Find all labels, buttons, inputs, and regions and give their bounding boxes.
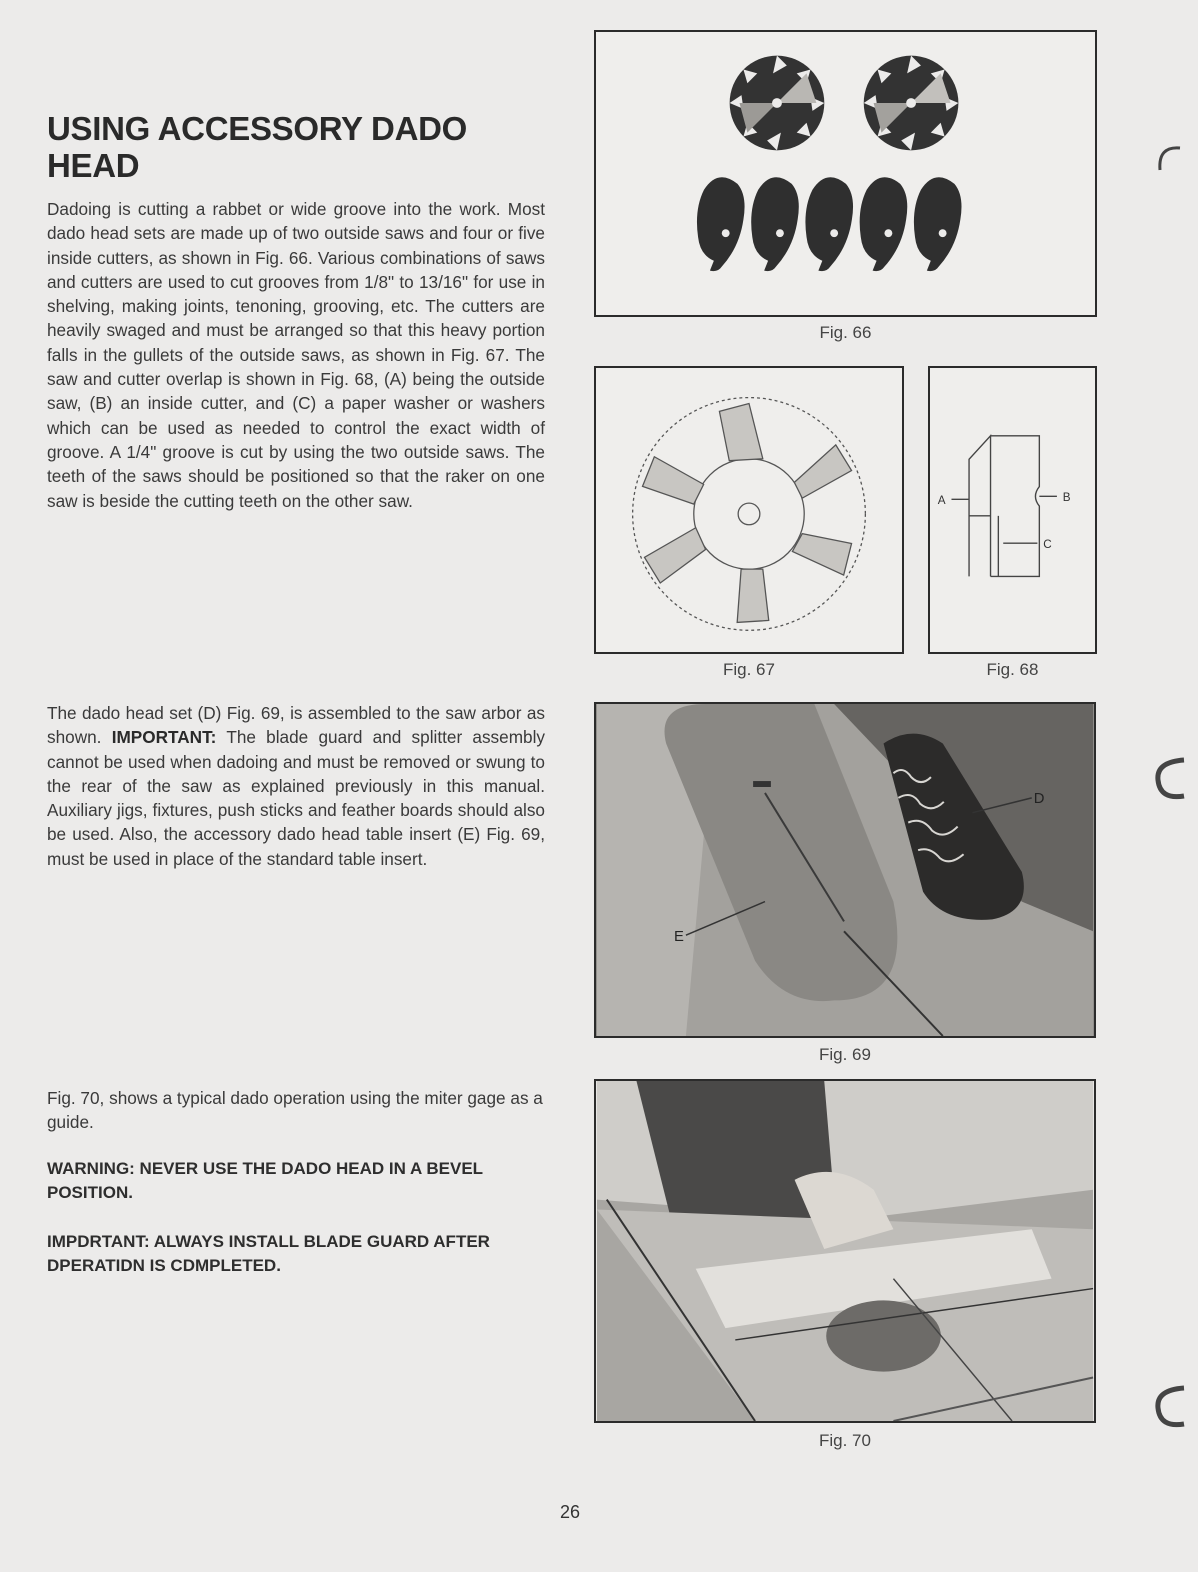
- figure-67-caption: Fig. 67: [723, 660, 775, 679]
- dado-set-illustration: [596, 32, 1095, 315]
- binder-hole-mark-middle: [1150, 748, 1190, 808]
- label-c: C: [1043, 538, 1052, 552]
- warning-text: WARNING: NEVER USE THE DADO HEAD IN A BEVEL POSITION.: [47, 1159, 483, 1202]
- dado-head-photo: [596, 704, 1094, 1036]
- page-title: USING ACCESSORY DADO HEAD: [47, 110, 468, 184]
- operation-paragraph: Fig. 70, shows a typical dado operation using the miter gage as a guide.: [47, 1088, 543, 1133]
- label-e: E: [674, 929, 684, 946]
- label-a: A: [937, 494, 946, 508]
- page-number: 26: [559, 1502, 581, 1522]
- assembly-paragraph: [47, 701, 545, 871]
- figure-68-caption: Fig. 68: [986, 660, 1039, 679]
- dado-operation-photo: [596, 1081, 1094, 1421]
- important-note: IMPDRTANT: ALWAYS INSTALL BLADE GUARD AFTER DPERATIDN IS CDMPLETED.: [47, 1232, 490, 1275]
- binder-hole-mark-bottom: [1150, 1376, 1190, 1436]
- figure-67: [594, 366, 904, 654]
- outside-saw-left: [730, 56, 825, 151]
- overlap-diagram: [930, 368, 1095, 652]
- binder-hole-mark-top: [1148, 140, 1188, 180]
- figure-70-caption: Fig. 70: [819, 1431, 871, 1450]
- figure-68: [928, 366, 1097, 654]
- intro-paragraph: Dadoing is cutting a rabbet or wide groove into the work. Most dado head sets are made up of two outside saws and four or five inside cutters, as shown in Fig. 66. Various combinations of saws and cutters are used to cut grooves from 1/8" to 13/16" for use in shelving, making joints, tenoning, grooving, etc. The cutters are heavily swaged and must be arranged so that this heavy portion falls in the gullets of the outside saws, as shown in Fig. 67. The saw and cutter overlap is shown in Fig. 68, (A) being the outside saw, (B) an inside cutter, and (C) a paper washer or washers which can be used as needed to control the exact width of groove. A 1/4" groove is cut by using the two outside saws. The teeth of the saws should be positioned so that the raker on one saw is beside the cutting teeth on the other saw.: [47, 199, 545, 511]
- saw-cutter-arrangement: [596, 368, 902, 652]
- figure-70: [594, 1079, 1096, 1423]
- label-b: B: [1062, 491, 1071, 505]
- important-label: IMPORTANT:: [111, 727, 217, 748]
- assembly-lead: The dado head set (D) Fig. 69, is assembled to the saw arbor as shown.: [47, 703, 545, 748]
- figure-69: [594, 702, 1096, 1038]
- inside-cutters: [697, 177, 962, 271]
- label-d: D: [1033, 790, 1045, 807]
- outside-saw-right: [864, 56, 959, 151]
- assembly-rest: The blade guard and splitter assembly cannot be used when dadoing and must be removed or swung to the rear of the saw as explained previously in this manual. Auxiliary jigs, fixtures, push sticks and feather boards should also be used. Also, the accessory dado head table insert (E) Fig. 69, must be used in place of the standard table insert.: [47, 727, 545, 869]
- figure-69-caption: Fig. 69: [819, 1045, 871, 1064]
- figure-66-caption: Fig. 66: [819, 323, 872, 342]
- figure-66: [594, 30, 1097, 317]
